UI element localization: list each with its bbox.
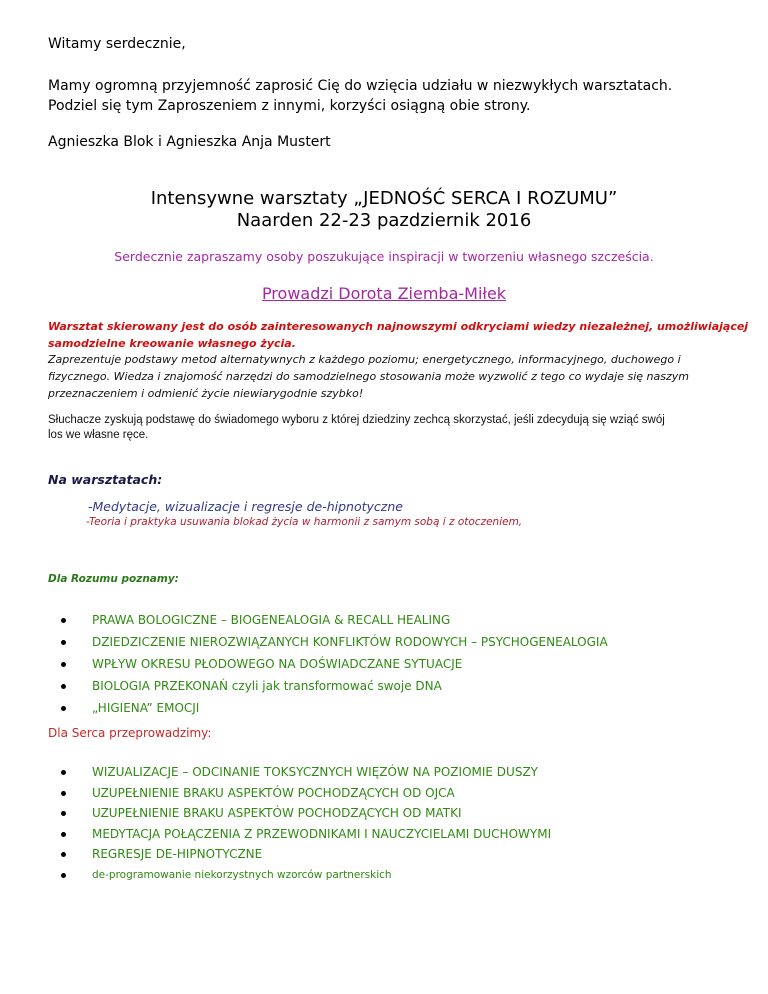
bullet-icon: [61, 852, 66, 857]
heart-heading: Dla Serca przeprowadzimy:: [48, 726, 212, 740]
list-item: MEDYTACJA POŁĄCZENIA Z PRZEWODNIKAMI I NAUCZYCIELAMI DUCHOWYMI: [48, 824, 551, 845]
warning-line-2: samodzielne kreowanie własnego życia.: [48, 337, 296, 350]
description-line-2: fizycznego. Wiedza i znajomość narzędzi do samodzielnego stosowania może wyzwolić z tego co wydaje się naszym: [48, 370, 689, 383]
signature: Agnieszka Blok i Agnieszka Anja Mustert: [48, 134, 331, 150]
list-item: PRAWA BOLOGICZNE – BIOGENEALOGIA & RECALL HEALING: [48, 609, 608, 631]
greeting: Witamy serdecznie,: [48, 36, 186, 52]
workshop-item-meditation: -Medytacje, wizualizacje i regresje de-hipnotyczne: [88, 499, 403, 514]
bullet-icon: [61, 770, 66, 775]
listeners-line-1: Słuchacze zyskują podstawę do świadomego wyboru z której dziedziny zechcą skorzystać, jeśli zdecydują się wziąć swój: [48, 414, 665, 426]
bullet-icon: [61, 618, 66, 623]
presenter-link[interactable]: Prowadzi Dorota Ziemba-Miłek: [261, 284, 507, 303]
bullet-icon: [61, 684, 66, 689]
mind-list: [48, 609, 608, 719]
bullet-icon: [61, 640, 66, 645]
list-item: REGRESJE DE-HIPNOTYCZNE: [48, 844, 551, 865]
description-line-3: przeznaczeniem i odmienić życie niewiarygodnie szybko!: [48, 387, 364, 400]
list-item: WIZUALIZACJE – ODCINANIE TOKSYCZNYCH WIĘZÓW NA POZIOMIE DUSZY: [48, 762, 551, 783]
list-item: UZUPEŁNIENIE BRAKU ASPEKTÓW POCHODZĄCYCH OD MATKI: [48, 803, 551, 824]
invitation-text: Serdecznie zapraszamy osoby poszukujące inspiracji w tworzeniu własnego szcześcia.: [114, 249, 654, 264]
bullet-icon: [61, 706, 66, 711]
list-item: DZIEDZICZENIE NIEROZWIĄZANYCH KONFLIKTÓW RODOWYCH – PSYCHOGENEALOGIA: [48, 631, 608, 653]
description-line-1: Zaprezentuje podstawy metod alternatywnych z każdego poziomu; energetycznego, informacyjnego, duchowego i: [48, 353, 681, 366]
list-item: BIOLOGIA PRZEKONAŃ czyli jak transformować swoje DNA: [48, 675, 608, 697]
bullet-icon: [61, 811, 66, 816]
title-line-1: Intensywne warsztaty „JEDNOŚĆ SERCA I ROZUMU”: [150, 188, 618, 209]
mind-heading: Dla Rozumu poznamy:: [48, 573, 179, 585]
bullet-icon: [61, 832, 66, 837]
list-item: „HIGIENA” EMOCJI: [48, 697, 608, 719]
warning-line-1: Warsztat skierowany jest do osób zainteresowanych najnowszymi odkryciami wiedzy niezależnej, umożliwiającej: [48, 320, 749, 333]
bullet-icon: [61, 791, 66, 796]
workshop-heading: Na warsztatach:: [48, 472, 163, 487]
listeners-line-2: los we własne ręce.: [48, 429, 149, 441]
heart-list: [48, 762, 551, 885]
workshop-item-theory: -Teoria i praktyka usuwania blokad życia w harmonii z samym sobą i z otoczeniem,: [86, 516, 523, 528]
list-item: WPŁYW OKRESU PŁODOWEGO NA DOŚWIADCZANE SYTUACJE: [48, 653, 608, 675]
list-item: de-programowanie niekorzystnych wzorców partnerskich: [48, 865, 551, 886]
bullet-icon: [61, 662, 66, 667]
title-line-2: Naarden 22-23 pazdziernik 2016: [236, 210, 532, 231]
bullet-icon: [61, 873, 66, 878]
list-item: UZUPEŁNIENIE BRAKU ASPEKTÓW POCHODZĄCYCH OD OJCA: [48, 783, 551, 804]
intro-line-2: Podziel się tym Zaproszeniem z innymi, korzyści osiągną obie strony.: [48, 98, 531, 114]
intro-line-1: Mamy ogromną przyjemność zaprosić Cię do wzięcia udziału w niezwykłych warsztatach.: [48, 78, 673, 94]
